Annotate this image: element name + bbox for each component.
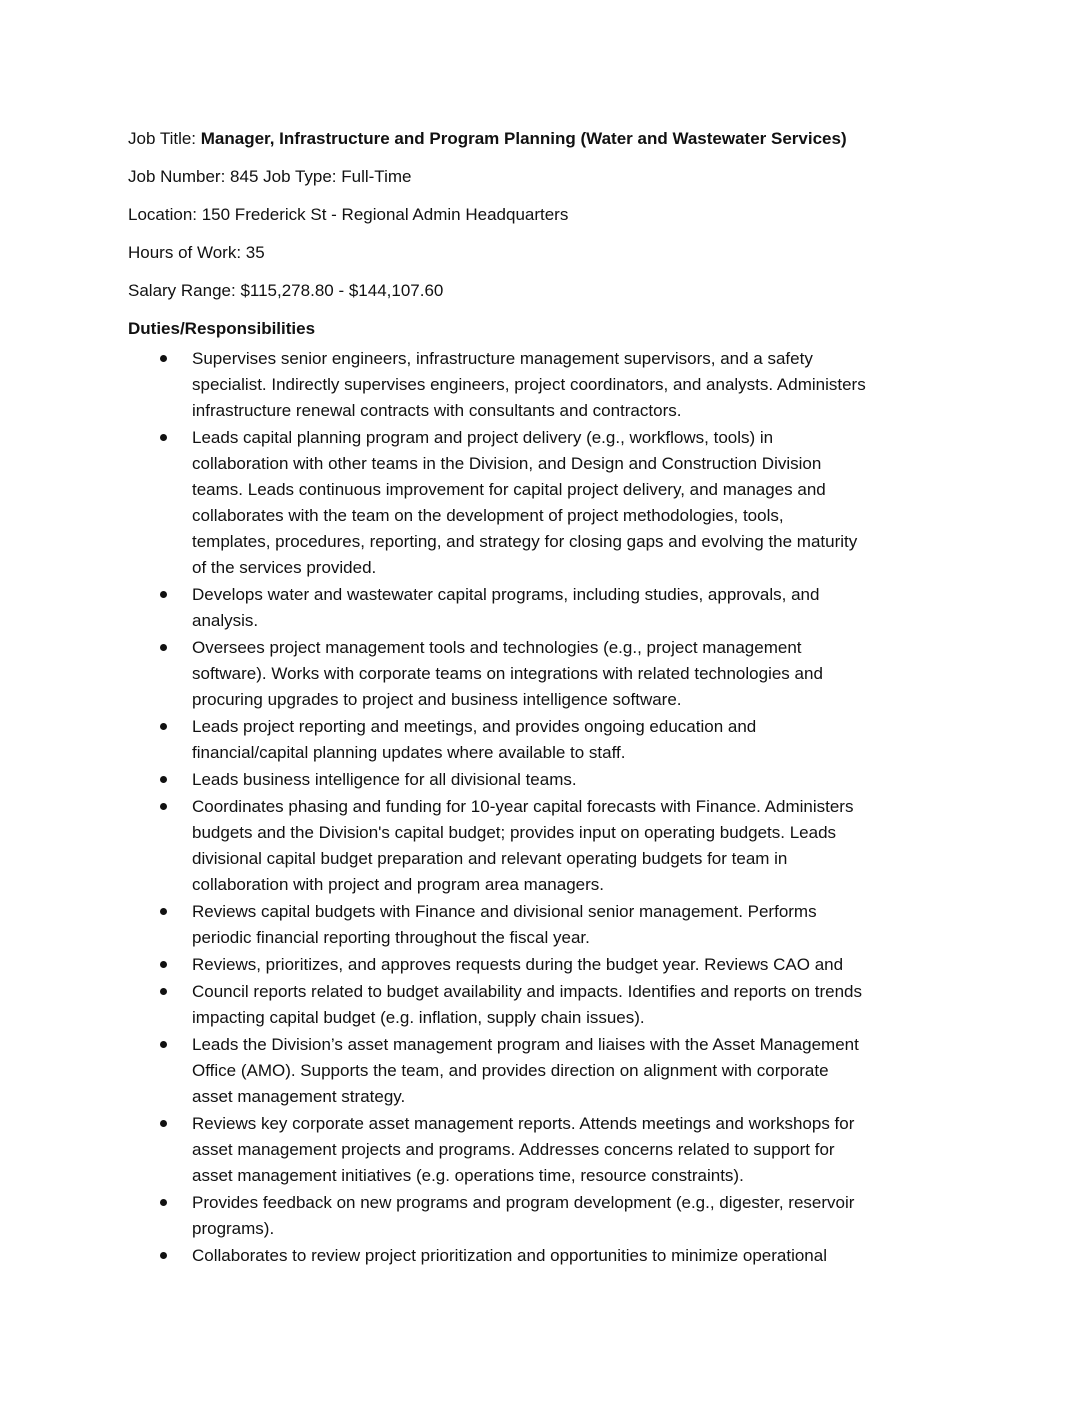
duty-list-item [128,635,928,713]
job-location-line: Location: 150 Frederick St - Regional Admin Headquarters [128,205,569,224]
duties-heading: Duties/Responsibilities [128,319,316,338]
duty-text: Leads project reporting and meetings, and provides ongoing education and financial/capital planning updates where available to staff. [192,717,757,762]
duty-text: Reviews capital budgets with Finance and divisional senior management. Performs periodic financial reporting throughout the fiscal year. [192,902,817,947]
duties-list [128,346,928,1269]
bullet-icon [160,644,167,651]
bullet-icon [160,908,167,915]
duty-list-item [128,767,928,793]
duty-text: Oversees project management tools and technologies (e.g., project management software). Works with corporate teams on integrations with related technologies and procuring upgrades to project and business intelligence software. [192,638,823,709]
duty-list-item [128,1243,928,1269]
duty-text: Council reports related to budget availability and impacts. Identifies and reports on trends impacting capital budget (e.g. inflation, supply chain issues). [192,982,862,1027]
duty-list-item [128,1032,928,1110]
bullet-icon [160,1041,167,1048]
duty-list-item [128,714,928,766]
bullet-icon [160,988,167,995]
document-content [128,126,928,1270]
duty-list-item [128,979,928,1031]
duty-list-item [128,794,928,898]
bullet-icon [160,1120,167,1127]
job-salary-line: Salary Range: $115,278.80 - $144,107.60 [128,281,444,300]
duty-list-item [128,1190,928,1242]
duty-list-item [128,899,928,951]
duty-text: Collaborates to review project prioritization and opportunities to minimize operational [192,1246,827,1265]
duty-text: Leads business intelligence for all divisional teams. [192,770,577,789]
bullet-icon [160,776,167,783]
duty-text: Reviews key corporate asset management reports. Attends meetings and workshops for asset management projects and programs. Addresses concerns related to support for asset management initiatives (e.g. operations time, resource constraints). [192,1114,855,1185]
bullet-icon [160,803,167,810]
job-title-label: Job Title: [128,129,201,148]
bullet-icon [160,1252,167,1259]
duty-text: Leads capital planning program and project delivery (e.g., workflows, tools) in collaboration with other teams in the Division, and Design and Construction Division teams. Leads continuous improvement for capital project delivery, and manages and collaborates with the team on the development of project methodologies, tools, templates, procedures, reporting, and strategy for closing gaps and evolving the maturity of the services provided. [192,428,858,577]
duty-list-item [128,952,928,978]
duty-list-item [128,582,928,634]
bullet-icon [160,591,167,598]
bullet-icon [160,723,167,730]
bullet-icon [160,434,167,441]
bullet-icon [160,961,167,968]
job-title-line [128,126,928,152]
duty-text: Reviews, prioritizes, and approves requests during the budget year. Reviews CAO and [192,955,844,974]
job-number-line: Job Number: 845 Job Type: Full-Time [128,167,412,186]
duty-text: Provides feedback on new programs and program development (e.g., digester, reservoir programs). [192,1193,855,1238]
duty-text: Coordinates phasing and funding for 10-year capital forecasts with Finance. Administers budgets and the Division's capital budget; provides input on operating budgets. Leads divisional capital budget preparation and relevant operating budgets for team in collaboration with project and program area managers. [192,797,854,894]
duty-list-item [128,346,928,424]
duty-list-item [128,1111,928,1189]
job-title-value: Manager, Infrastructure and Program Planning (Water and Wastewater Services) [200,129,847,148]
duty-text: Leads the Division’s asset management program and liaises with the Asset Management Office (AMO). Supports the team, and provides direction on alignment with corporate asset management strategy. [192,1035,859,1106]
bullet-icon [160,1199,167,1206]
duty-text: Develops water and wastewater capital programs, including studies, approvals, and analysis. [192,585,820,630]
bullet-icon [160,355,167,362]
job-hours-line: Hours of Work: 35 [128,243,265,262]
duty-list-item [128,425,928,581]
duty-text: Supervises senior engineers, infrastructure management supervisors, and a safety specialist. Indirectly supervises engineers, project coordinators, and analysts. Administers infrastructure renewal contracts with consultants and contractors. [192,349,866,420]
